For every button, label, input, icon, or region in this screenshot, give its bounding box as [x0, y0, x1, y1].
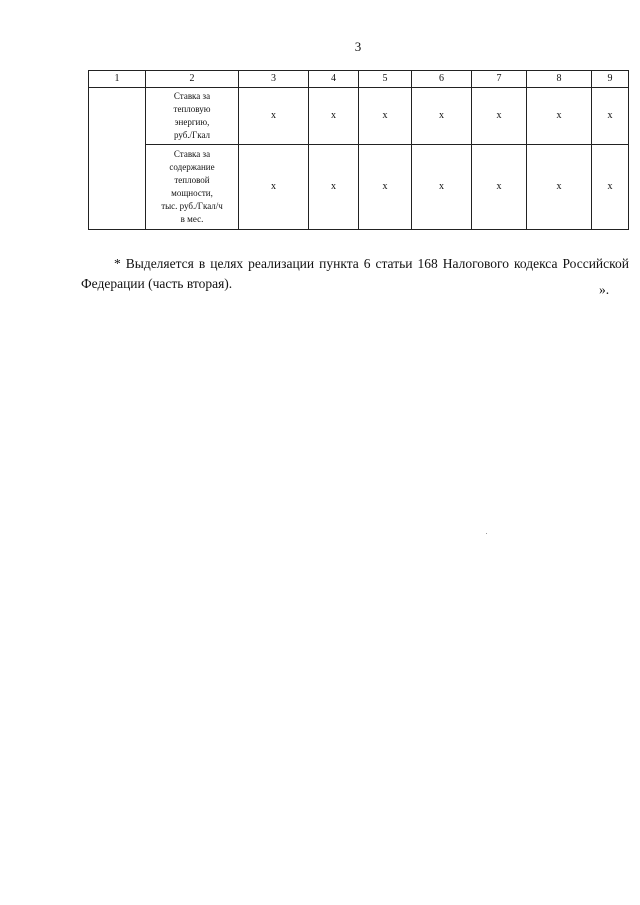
row-name-line: тепловую: [173, 104, 211, 114]
page-number: 3: [354, 39, 362, 54]
table-cell: х: [412, 145, 472, 230]
tariff-table: [88, 70, 629, 230]
table-cell: х: [527, 88, 592, 145]
column-number: 5: [359, 71, 412, 88]
row-name-line: тепловой: [174, 175, 210, 185]
row-name: [146, 145, 239, 230]
table-cell: х: [359, 145, 412, 230]
row-name: [146, 88, 239, 145]
table-cell: х: [359, 88, 412, 145]
row-name-line: руб./Гкал: [173, 130, 211, 140]
scan-speck: [486, 533, 487, 534]
table-row: [89, 145, 629, 230]
table-cell: х: [412, 88, 472, 145]
closing-quote: ».: [599, 282, 610, 297]
column-number: 9: [592, 71, 629, 88]
row-name-line: энергию,: [174, 117, 210, 127]
table-header-row: [89, 71, 629, 88]
column-number: 3: [239, 71, 309, 88]
table-cell: х: [309, 88, 359, 145]
table-cell: х: [472, 88, 527, 145]
row-name-line: тыс. руб./Гкал/ч: [161, 201, 223, 211]
table-cell: х: [472, 145, 527, 230]
table-row: [89, 88, 629, 145]
column-number: 8: [527, 71, 592, 88]
table-cell: х: [592, 88, 629, 145]
footnote: * Выделяется в целях реализации пункта 6 статьи 168 Налогового кодекса Российской Федерации (часть вторая).: [81, 255, 629, 291]
table-cell: х: [527, 145, 592, 230]
table-cell: х: [239, 145, 309, 230]
row-name-line: Ставка за: [173, 91, 211, 101]
column-number: 1: [89, 71, 146, 88]
column-number: 4: [309, 71, 359, 88]
empty-cell: [89, 88, 146, 230]
table-cell: х: [592, 145, 629, 230]
table-cell: х: [239, 88, 309, 145]
column-number: 7: [472, 71, 527, 88]
row-name-line: мощности,: [171, 188, 213, 198]
table-cell: х: [309, 145, 359, 230]
row-name-line: в мес.: [180, 214, 204, 224]
row-name-line: содержание: [169, 162, 215, 172]
column-number: 2: [146, 71, 239, 88]
column-number: 6: [412, 71, 472, 88]
row-name-line: Ставка за: [173, 149, 211, 159]
